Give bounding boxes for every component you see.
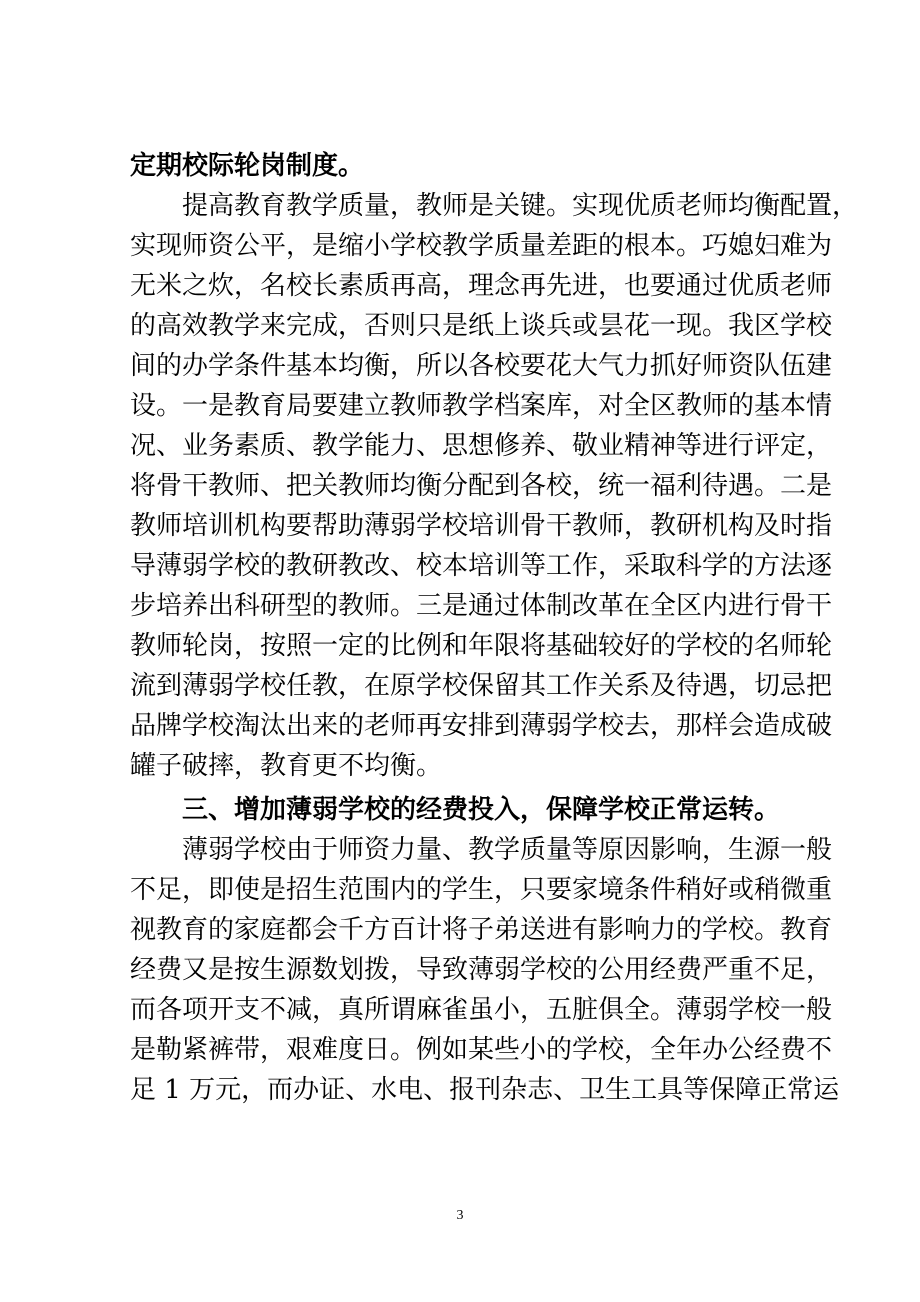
text-line: 教师培训机构要帮助薄弱学校培训骨干教师，教研机构及时指 [130,511,833,541]
text-line: 教师轮岗，按照一定的比例和年限将基础较好的学校的名师轮 [130,631,833,661]
text-line: 流到薄弱学校任教，在原学校保留其工作关系及待遇，切忌把 [130,671,833,701]
section-heading: 三、增加薄弱学校的经费投入，保障学校正常运转。 [182,795,781,825]
text-line: 导薄弱学校的教研教改、校本培训等工作，采取科学的方法逐 [130,551,833,581]
text-line: 经费又是按生源数划拨，导致薄弱学校的公用经费严重不足， [130,955,833,985]
text-line: 足 1 万元，而办证、水电、报刊杂志、卫生工具等保障正常运 [130,1075,840,1105]
text-line: 将骨干教师、把关教师均衡分配到各校，统一福利待遇。二是 [130,471,833,501]
text-line: 的高效教学来完成，否则只是纸上谈兵或昙花一现。我区学校 [130,311,833,341]
text-line: 提高教育教学质量，教师是关键。实现优质老师均衡配置， [182,191,859,221]
text-line: 不足，即使是招生范围内的学生，只要家境条件稍好或稍微重 [130,875,833,905]
text-line: 而各项开支不减，真所谓麻雀虽小，五脏俱全。薄弱学校一般 [130,995,833,1025]
text-line: 罐子破摔，教育更不均衡。 [130,751,443,781]
text-line: 品牌学校淘汰出来的老师再安排到薄弱学校去，那样会造成破 [130,711,833,741]
text-line: 间的办学条件基本均衡，所以各校要花大气力抓好师资队伍建 [130,351,833,381]
text-line: 定期校际轮岗制度。 [130,151,365,181]
text-line: 步培养出科研型的教师。三是通过体制改革在全区内进行骨干 [130,591,833,621]
text-line: 薄弱学校由于师资力量、教学质量等原因影响，生源一般 [182,835,833,865]
text-line: 况、业务素质、教学能力、思想修养、敬业精神等进行评定， [130,431,833,461]
text-line: 是勒紧裤带，艰难度日。例如某些小的学校，全年办公经费不 [130,1035,833,1065]
text-line: 设。一是教育局要建立教师教学档案库，对全区教师的基本情 [130,391,833,421]
text-line: 实现师资公平，是缩小学校教学质量差距的根本。巧媳妇难为 [130,231,833,261]
page-number: 3 [456,1208,464,1223]
text-line: 视教育的家庭都会千方百计将子弟送进有影响力的学校。教育 [130,915,833,945]
text-line: 无米之炊，名校长素质再高，理念再先进，也要通过优质老师 [130,271,833,301]
